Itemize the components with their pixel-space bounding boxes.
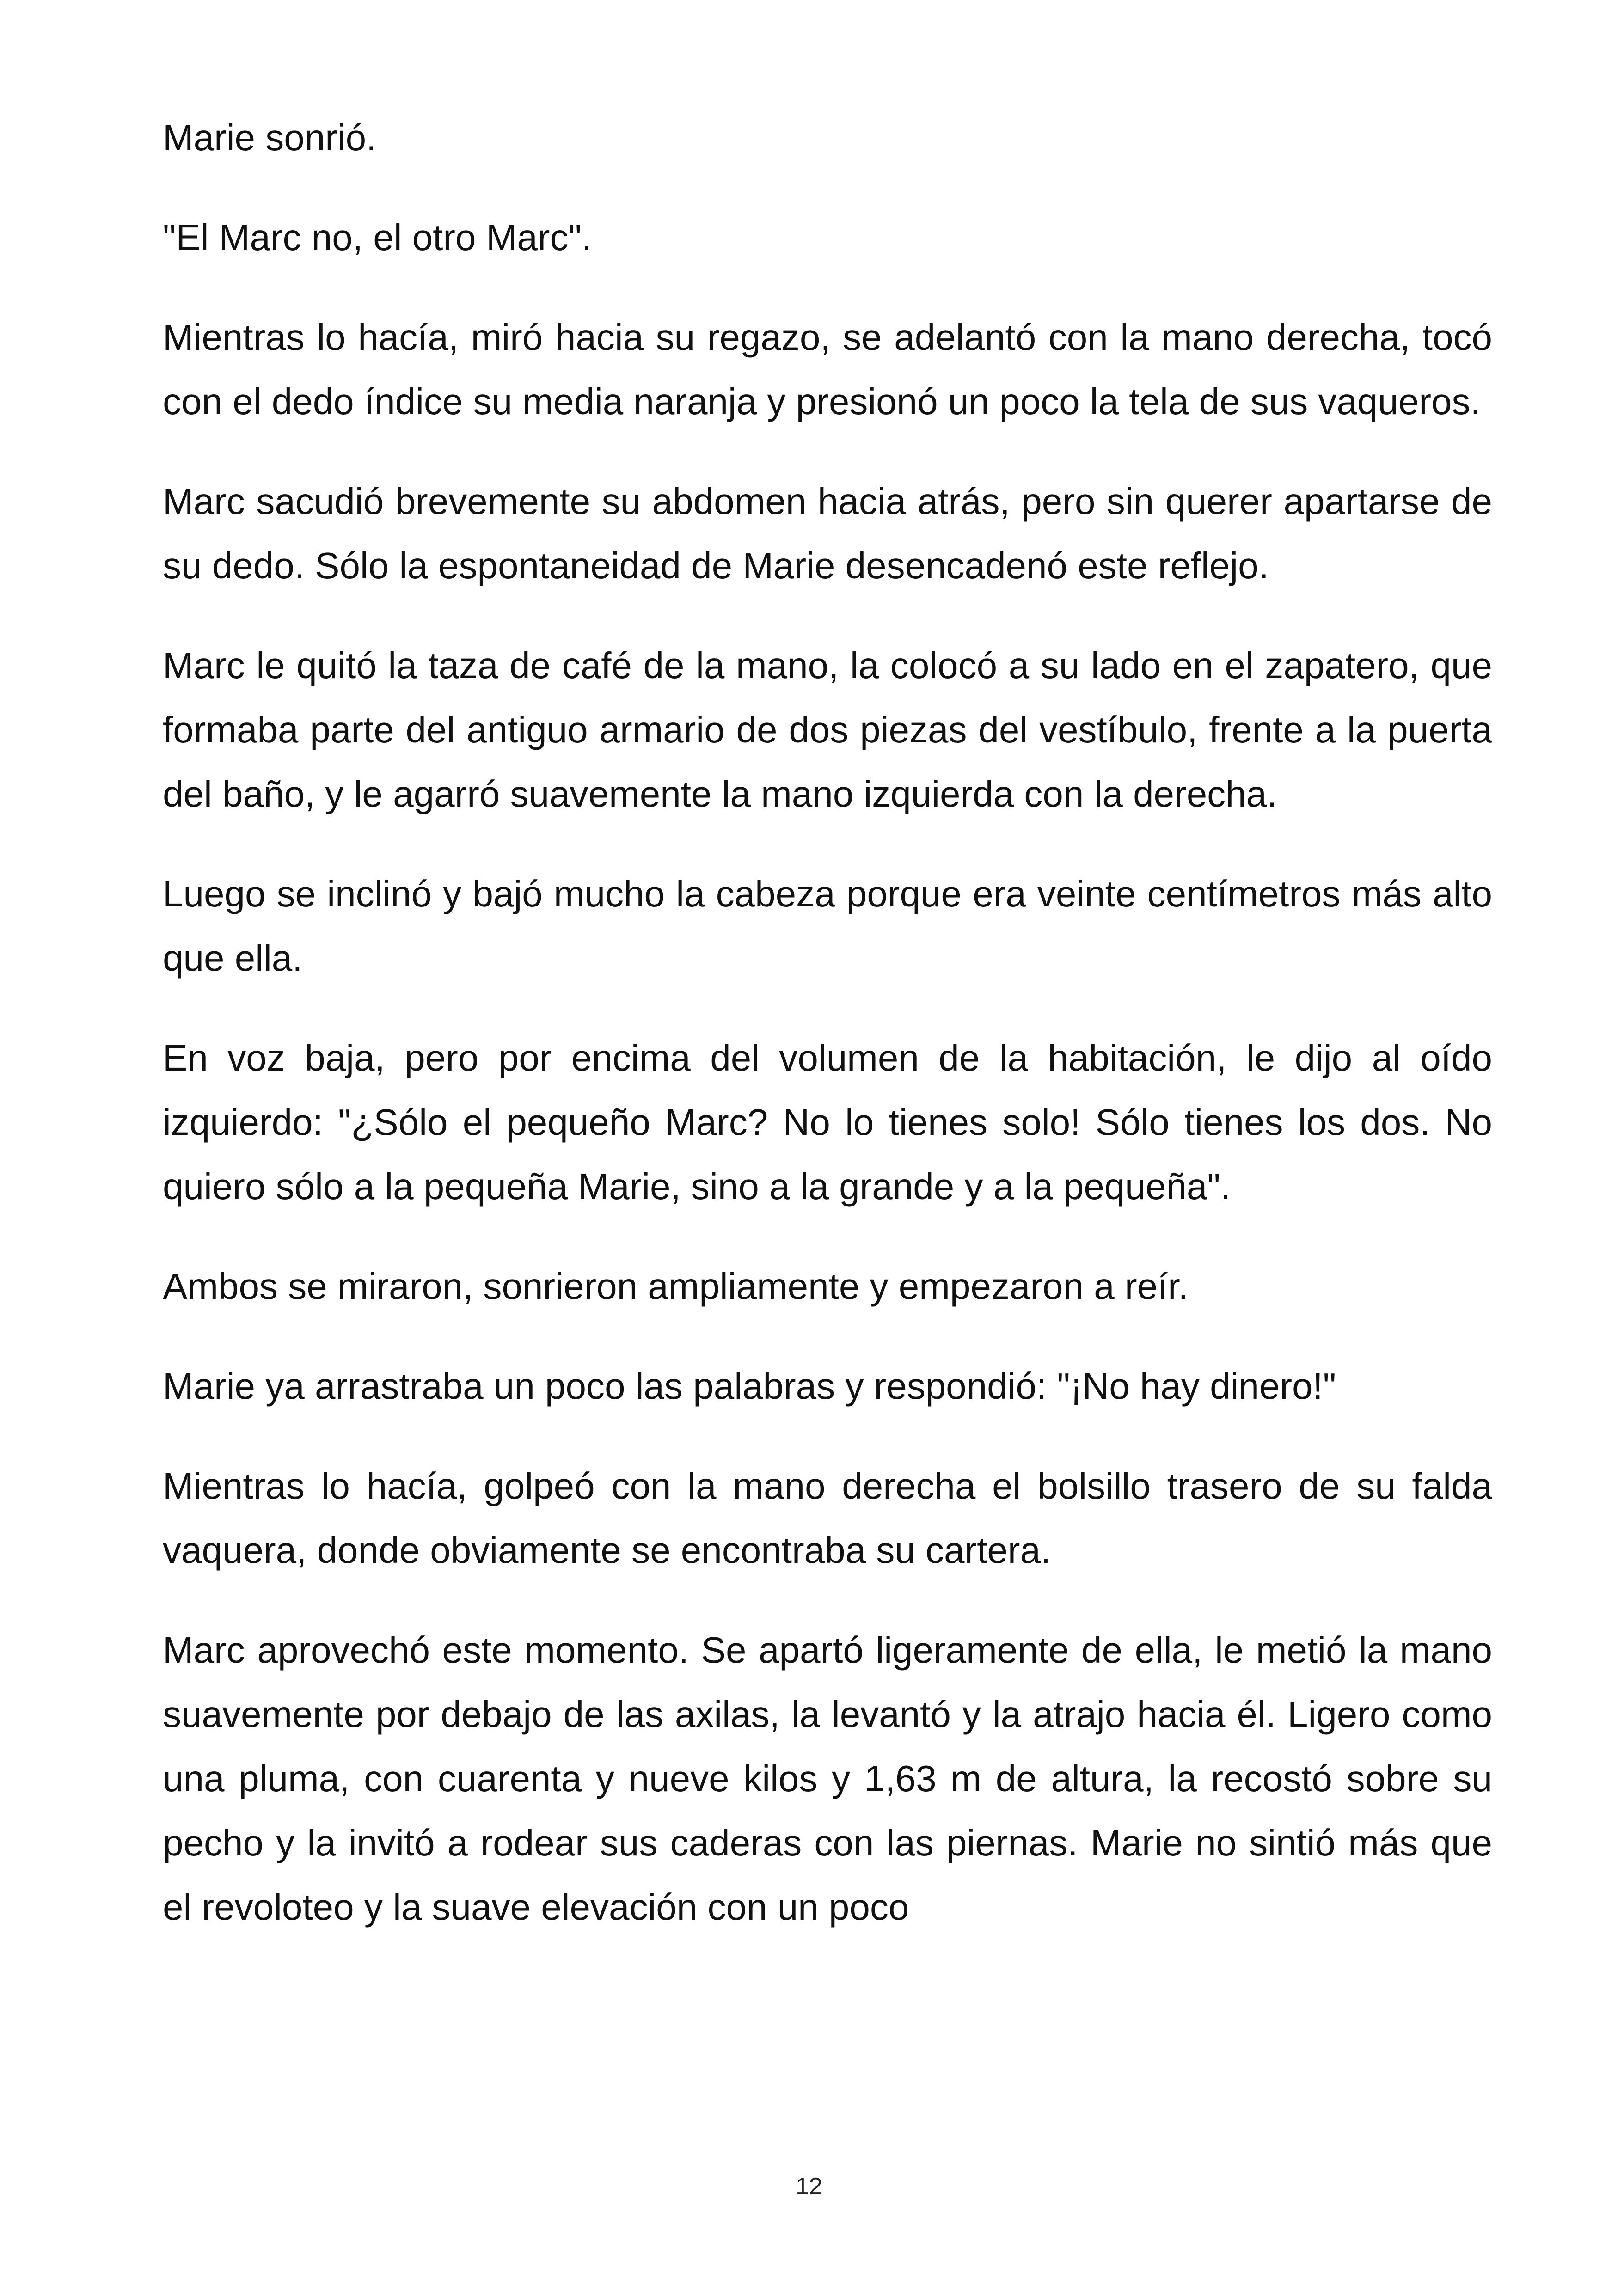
page-body bbox=[163, 105, 1492, 1939]
paragraph: Luego se inclinó y bajó mucho la cabeza porque era veinte centímetros más alto que ella. bbox=[163, 873, 1492, 979]
paragraph: Marc aprovechó este momento. Se apartó ligeramente de ella, le metió la mano suavemente por debajo de las axilas, la levantó y la atrajo hacia él. Ligero como una pluma, con cuarenta y nueve kilos y 1,63 m de altura, la recostó sobre su pecho y la invitó a rodear sus caderas con las piernas. Marie no sintió más que el revoloteo y la suave elevación con un poco bbox=[163, 1629, 1492, 1928]
paragraph: Mientras lo hacía, golpeó con la mano derecha el bolsillo trasero de su falda vaquera, donde obviamente se encontraba su cartera. bbox=[163, 1465, 1492, 1571]
paragraph: "El Marc no, el otro Marc". bbox=[163, 217, 592, 258]
paragraph: En voz baja, pero por encima del volumen de la habitación, le dijo al oído izquierdo: "¿Sólo el pequeño Marc? No lo tienes solo! Sólo tienes los dos. No quiero sólo a la pequeña Marie, sino a la grande y a la pequeña". bbox=[163, 1037, 1492, 1207]
paragraph: Marc sacudió brevemente su abdomen hacia atrás, pero sin querer apartarse de su dedo. Sólo la espontaneidad de Marie desencadenó este reflejo. bbox=[163, 481, 1492, 586]
paragraph: Marie sonrió. bbox=[163, 117, 377, 158]
paragraph: Marie ya arrastraba un poco las palabras y respondió: "¡No hay dinero!" bbox=[163, 1365, 1336, 1407]
paragraph: Ambos se miraron, sonrieron ampliamente y empezaron a reír. bbox=[163, 1266, 1189, 1307]
page-number: 12 bbox=[796, 2173, 822, 2200]
paragraph: Mientras lo hacía, miró hacia su regazo, se adelantó con la mano derecha, tocó con el dedo índice su media naranja y presionó un poco la tela de sus vaqueros. bbox=[163, 317, 1492, 422]
paragraph: Marc le quitó la taza de café de la mano, la colocó a su lado en el zapatero, que formaba parte del antiguo armario de dos piezas del vestíbulo, frente a la puerta del baño, y le agarró suavemente la mano izquierda con la derecha. bbox=[163, 645, 1492, 814]
